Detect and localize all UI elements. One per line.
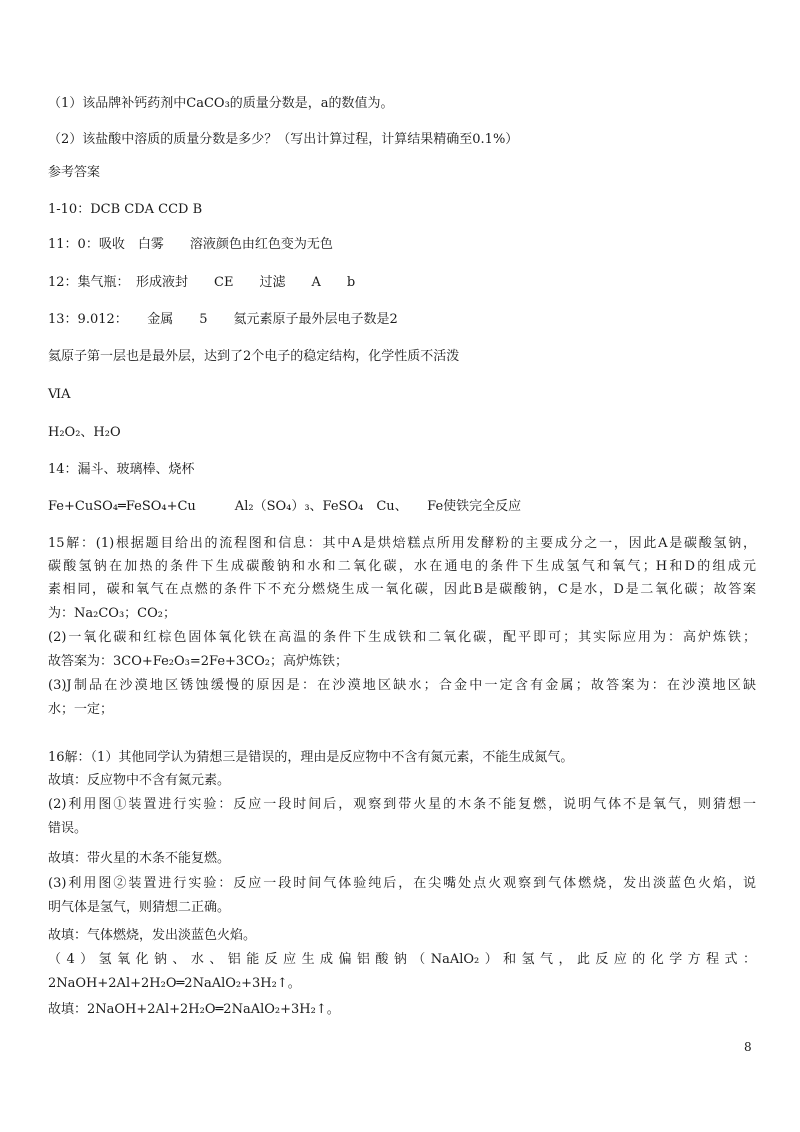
text-line: 12：集气瓶： 形成液封 CE 过滤 A b	[48, 275, 356, 290]
text-line: 15解：(1)根据题目给出的流程图和信息：其中A是烘焙糕点所用发酵粉的主要成分之一，因此A是碳酸氢钠，	[48, 536, 756, 551]
text-line: ⅥA	[48, 387, 71, 402]
text-line: （4）氢氧化钠、水、铝能反应生成偏铝酸钠（NaAlO₂）和氢气，此反应的化学方程式：	[48, 952, 756, 967]
section-heading: 参考答案	[48, 165, 101, 180]
text-line: 素相同，碳和氧气在点燃的条件下不充分燃烧生成一氧化碳，因此B是碳酸钠，C是水，D是二氧化碳；故答案	[48, 582, 756, 597]
text-line: (3)利用图②装置进行实验：反应一段时间气体验纯后，在尖嘴处点火观察到气体燃烧，发出淡蓝色火焰，说	[48, 876, 756, 891]
text-line: (2)利用图①装置进行实验：反应一段时间后，观察到带火星的木条不能复燃，说明气体不是氧气，则猜想一	[48, 797, 756, 812]
text-line: 故填：反应物中不含有氮元素。	[48, 773, 231, 788]
text-line: 为：Na₂CO₃；CO₂；	[48, 606, 176, 621]
text-line: 1-10：DCB CDA CCD B	[48, 202, 203, 217]
text-line: 故填：气体燃烧，发出淡蓝色火焰。	[48, 928, 257, 943]
text-line: 故答案为：3CO+Fe₂O₃=2Fe+3CO₂；高炉炼铁；	[48, 654, 348, 669]
text-line: 故填：带火星的木条不能复燃。	[48, 851, 231, 866]
text-line: Fe+CuSO₄═FeSO₄+Cu Al₂（SO₄）₃、FeSO₄ Cu、 Fe使铁完全反应	[48, 499, 522, 514]
text-line: 错误。	[48, 821, 88, 836]
text-line: 2NaOH+2Al+2H₂O═2NaAlO₂+3H₂↑。	[48, 976, 301, 991]
text-line: （1）该品牌补钙药剂中CaCO₃的质量分数是，a的数值为。	[48, 96, 394, 111]
text-line: 故填：2NaOH+2Al+2H₂O═2NaAlO₂+3H₂↑。	[48, 1002, 340, 1017]
text-line: (2)一氧化碳和红棕色固体氧化铁在高温的条件下生成铁和二氧化碳，配平即可；其实际应用为：高炉炼铁；	[48, 630, 756, 645]
text-line: H₂O₂、H₂O	[48, 425, 121, 440]
text-line: （2）该盐酸中溶质的质量分数是多少？（写出计算过程，计算结果精确至0.1%）	[48, 132, 519, 147]
text-line: 水；一定；	[48, 702, 114, 717]
text-line: 氦原子第一层也是最外层，达到了2个电子的稳定结构，化学性质不活泼	[48, 349, 460, 364]
text-line: (3)J制品在沙漠地区锈蚀缓慢的原因是：在沙漠地区缺水；合金中一定含有金属；故答案为：在沙漠地区缺	[48, 678, 756, 693]
text-line: 11：0：吸收 白雾 溶液颜色由红色变为无色	[48, 237, 333, 252]
page-number: 8	[744, 1040, 752, 1054]
text-line: 明气体是氢气，则猜想二正确。	[48, 900, 231, 915]
text-line: 13：9.012： 金属 5 氦元素原子最外层电子数是2	[48, 312, 398, 327]
text-line: 16解：（1）其他同学认为猜想三是错误的，理由是反应物中不含有氮元素，不能生成氮气。	[48, 750, 574, 765]
text-line: 碳酸氢钠在加热的条件下生成碳酸钠和水和二氧化碳，水在通电的条件下生成氢气和氧气；H和D的组成元	[48, 559, 756, 574]
text-line: 14：漏斗、玻璃棒、烧杯	[48, 462, 195, 477]
